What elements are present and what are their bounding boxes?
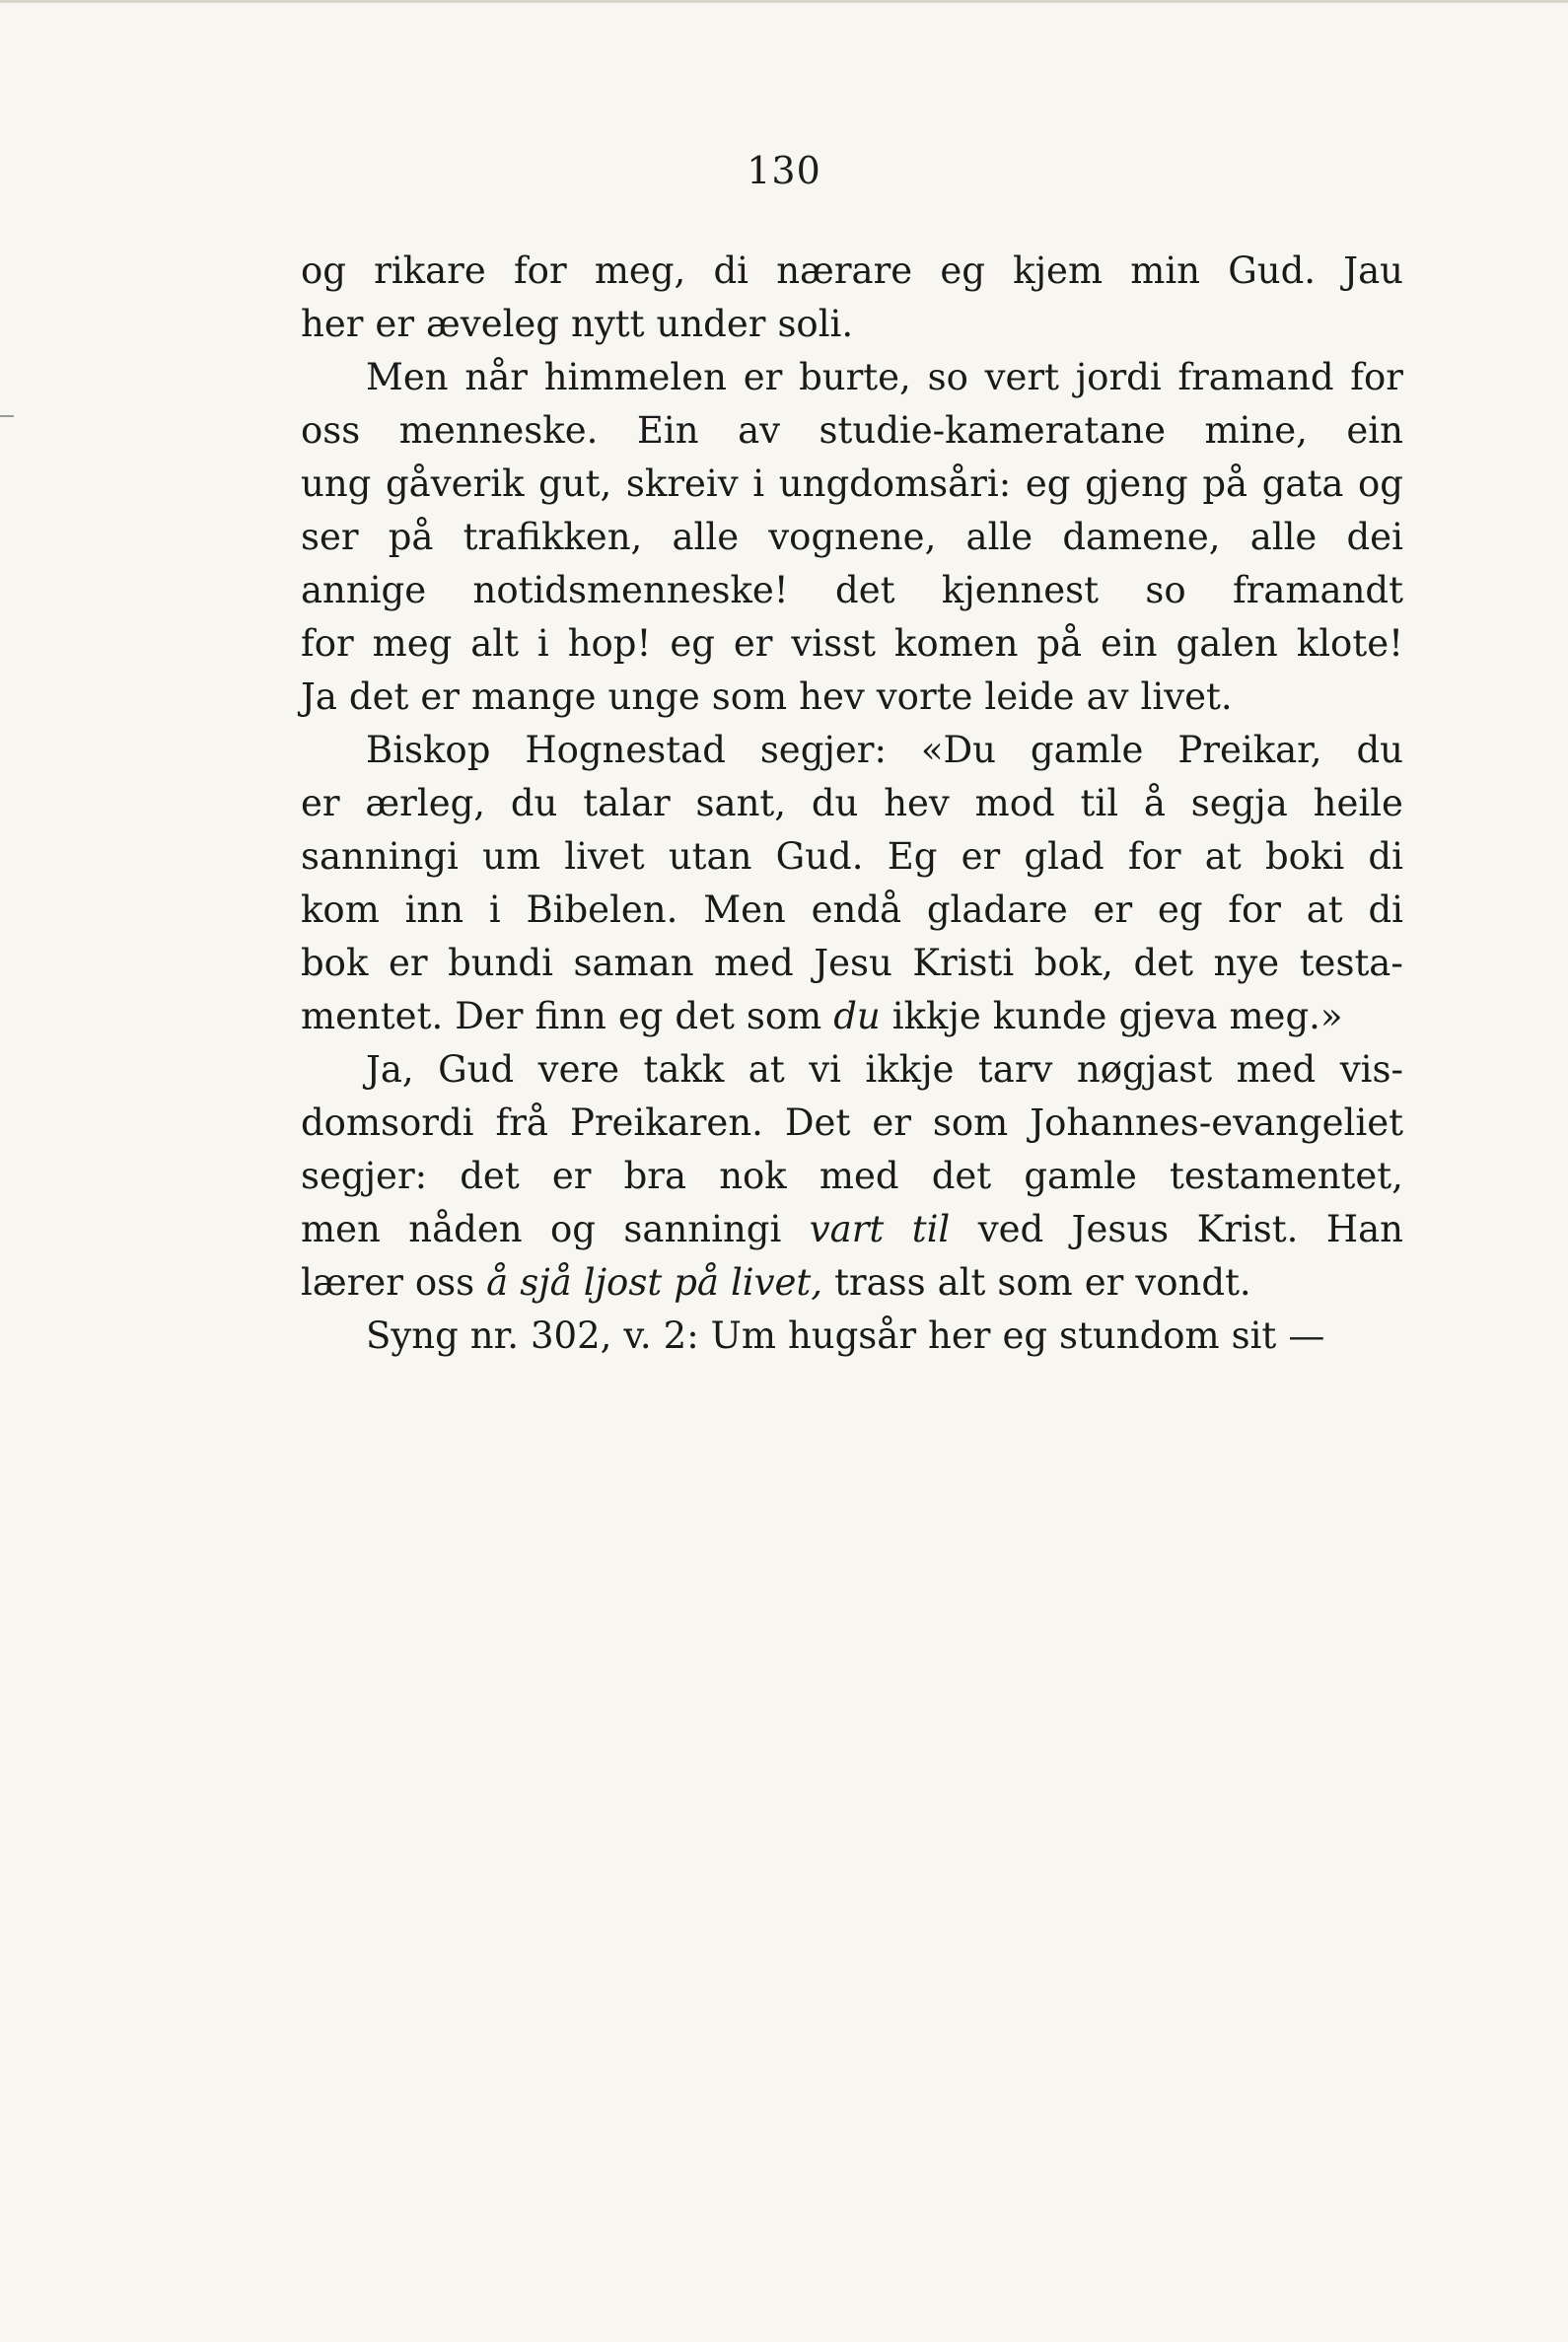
word: Hognestad xyxy=(525,729,726,771)
text-line xyxy=(301,351,1403,404)
word: so xyxy=(1145,569,1186,611)
word: alt xyxy=(470,622,519,665)
word: ser xyxy=(301,516,359,558)
text-line xyxy=(301,458,1403,511)
word: vognene, xyxy=(768,516,937,558)
word: damene, xyxy=(1062,516,1221,558)
text-line xyxy=(301,564,1403,617)
word: med xyxy=(714,942,794,984)
word: meg xyxy=(372,622,453,665)
word: kom xyxy=(301,888,380,931)
word: Biskop xyxy=(366,729,491,771)
word: Um xyxy=(710,1314,776,1357)
word: i xyxy=(536,622,549,665)
word: til xyxy=(1080,782,1119,824)
word: hev xyxy=(884,782,950,824)
text-line xyxy=(301,1203,1403,1256)
word: ein xyxy=(1346,409,1403,452)
word: gamle xyxy=(1024,1155,1137,1197)
word: Jau xyxy=(1343,249,1403,292)
word: bra xyxy=(623,1155,687,1197)
word: gjeva xyxy=(1118,995,1218,1037)
word: Bibelen. xyxy=(526,888,678,931)
word: på xyxy=(674,1261,719,1304)
word: å xyxy=(1143,782,1166,824)
word: du xyxy=(833,995,881,1037)
word: er xyxy=(961,835,1001,878)
word: inn xyxy=(404,888,464,931)
word: du xyxy=(510,782,558,824)
word: sjå xyxy=(520,1261,572,1304)
body-text xyxy=(301,245,1403,1363)
word: ein xyxy=(1101,622,1158,665)
word: eg xyxy=(1002,1314,1048,1357)
word: nytt xyxy=(571,303,645,345)
word: bundi xyxy=(448,942,553,984)
word: Preikar, xyxy=(1177,729,1322,771)
word: med xyxy=(1236,1048,1317,1091)
text-line xyxy=(301,1150,1403,1203)
word: ikkje xyxy=(865,1048,955,1091)
word: som xyxy=(997,1261,1073,1304)
word: gåverik xyxy=(386,462,525,505)
word: i xyxy=(488,888,501,931)
word: rikare xyxy=(374,249,486,292)
word: alle xyxy=(965,516,1033,558)
word: soli. xyxy=(777,303,854,345)
word: for xyxy=(1228,888,1281,931)
word: Jesus xyxy=(1071,1208,1170,1250)
word: eg xyxy=(1025,462,1071,505)
page-edge-mark xyxy=(0,415,14,417)
text-line xyxy=(301,245,1403,298)
word: at xyxy=(748,1048,785,1091)
word: trafikken, xyxy=(463,516,643,558)
word: du xyxy=(811,782,859,824)
word: Der xyxy=(455,995,524,1037)
word: eg xyxy=(670,622,715,665)
word: mine, xyxy=(1204,409,1308,452)
word: kjennest xyxy=(941,569,1100,611)
word: som xyxy=(932,1101,1009,1144)
word: frå xyxy=(495,1101,548,1144)
word: klote! xyxy=(1296,622,1403,665)
page-number: 130 xyxy=(747,149,821,192)
word: at xyxy=(1306,888,1343,931)
word: kjem xyxy=(1013,249,1104,292)
word: til xyxy=(911,1208,951,1250)
word: det xyxy=(460,1155,520,1197)
word: vis- xyxy=(1339,1048,1403,1091)
word: unge xyxy=(607,675,700,718)
word: nøgjast xyxy=(1076,1048,1213,1091)
word: nr. xyxy=(469,1314,519,1357)
word: det xyxy=(348,675,409,718)
word: vart xyxy=(809,1208,885,1250)
word: er xyxy=(743,356,783,398)
word: takk xyxy=(643,1048,725,1091)
word: di xyxy=(713,249,749,292)
word: Ja, xyxy=(366,1048,414,1091)
word: vert xyxy=(984,356,1059,398)
word: Ja xyxy=(301,675,337,718)
word: å xyxy=(486,1261,509,1304)
word: og xyxy=(550,1208,596,1250)
text-line xyxy=(301,830,1403,884)
word: menneske. xyxy=(398,409,599,452)
word: Eg xyxy=(887,835,938,878)
word: når xyxy=(464,356,528,398)
word: under xyxy=(656,303,766,345)
word: tarv xyxy=(977,1048,1053,1091)
word: testamentet, xyxy=(1170,1155,1403,1197)
word: um xyxy=(482,835,541,878)
word: Krist. xyxy=(1196,1208,1299,1250)
word: gamle xyxy=(1030,729,1144,771)
word: vondt. xyxy=(1135,1261,1251,1304)
word: Men xyxy=(703,888,786,931)
word: er xyxy=(301,782,340,824)
word: stundom xyxy=(1059,1314,1220,1357)
word: men xyxy=(301,1208,381,1250)
word: hop! xyxy=(567,622,652,665)
word: av xyxy=(738,409,781,452)
word: på xyxy=(388,516,434,558)
word: endå xyxy=(811,888,902,931)
word: ljost xyxy=(583,1261,663,1304)
word: utan xyxy=(668,835,752,878)
word: eg xyxy=(617,995,664,1037)
word: sant, xyxy=(695,782,787,824)
word: himmelen xyxy=(543,356,727,398)
word: Jesu xyxy=(814,942,892,984)
word: framandt xyxy=(1232,569,1403,611)
word: og xyxy=(301,249,346,292)
word: ved xyxy=(977,1208,1044,1250)
word: mod xyxy=(974,782,1055,824)
word: livet xyxy=(564,835,645,878)
word: ung xyxy=(301,462,372,505)
text-line xyxy=(301,724,1403,777)
word: alle xyxy=(1249,516,1318,558)
word: her xyxy=(301,303,364,345)
word: Gud. xyxy=(1228,249,1317,292)
word: i xyxy=(752,462,765,505)
word: di xyxy=(1368,888,1403,931)
word: segjer: xyxy=(759,729,887,771)
word: alt xyxy=(937,1261,986,1304)
word: leide xyxy=(984,675,1075,718)
word: nok xyxy=(719,1155,787,1197)
word: 302, xyxy=(530,1314,612,1357)
word: segja xyxy=(1190,782,1288,824)
text-line xyxy=(301,990,1403,1043)
word: er xyxy=(420,675,460,718)
word: Men xyxy=(366,356,449,398)
word: på xyxy=(1036,622,1083,665)
word: gladare xyxy=(926,888,1068,931)
word: Det xyxy=(784,1101,851,1144)
word: for xyxy=(1350,356,1403,398)
word: glad xyxy=(1024,835,1105,878)
word: Han xyxy=(1325,1208,1403,1250)
word: her xyxy=(928,1314,991,1357)
word: er xyxy=(872,1101,911,1144)
word: er xyxy=(551,1155,592,1197)
word: som xyxy=(711,675,788,718)
text-line xyxy=(301,1310,1403,1363)
word: for xyxy=(513,249,567,292)
text-line xyxy=(301,777,1403,830)
word: hugsår xyxy=(787,1314,917,1357)
word: boki xyxy=(1264,835,1345,878)
word: heile xyxy=(1313,782,1403,824)
word: det xyxy=(835,569,895,611)
word: du xyxy=(1356,729,1403,771)
word: livet. xyxy=(1140,675,1233,718)
word: er xyxy=(388,942,428,984)
word: det xyxy=(675,995,735,1037)
word: burte, xyxy=(799,356,911,398)
word: vorte xyxy=(876,675,973,718)
word: framand xyxy=(1177,356,1334,398)
text-line xyxy=(301,1097,1403,1150)
word: æveleg xyxy=(426,303,560,345)
word: mange xyxy=(470,675,597,718)
word: ikkje xyxy=(891,995,981,1037)
word: oss xyxy=(301,409,361,452)
word: kunde xyxy=(992,995,1107,1037)
word: bok, xyxy=(1033,942,1113,984)
text-line xyxy=(301,1043,1403,1097)
word: testa- xyxy=(1299,942,1403,984)
word: gut, xyxy=(538,462,612,505)
word: jordi xyxy=(1075,356,1162,398)
word: eg xyxy=(940,249,985,292)
word: dei xyxy=(1346,516,1403,558)
word: annige xyxy=(301,569,427,611)
word: livet, xyxy=(730,1261,823,1304)
word: komen xyxy=(893,622,1019,665)
word: Gud. xyxy=(775,835,864,878)
word: vere xyxy=(537,1048,620,1091)
word: er xyxy=(1093,888,1133,931)
word: 2: xyxy=(663,1314,699,1357)
text-line xyxy=(301,511,1403,564)
word: — xyxy=(1288,1314,1325,1357)
word: lærer xyxy=(301,1261,403,1304)
word: Ein xyxy=(636,409,699,452)
word: meg.» xyxy=(1229,995,1343,1037)
word: er xyxy=(733,622,773,665)
word: galen xyxy=(1176,622,1278,665)
word: bok xyxy=(301,942,369,984)
word: talar xyxy=(583,782,671,824)
text-line xyxy=(301,884,1403,937)
word: gata xyxy=(1261,462,1344,505)
word: av xyxy=(1086,675,1129,718)
word: og xyxy=(1358,462,1403,505)
word: «Du xyxy=(920,729,996,771)
word: sanningi xyxy=(301,835,459,878)
word: ærleg, xyxy=(365,782,486,824)
text-line xyxy=(301,617,1403,671)
word: ungdomsåri: xyxy=(778,462,1012,505)
word: segjer: xyxy=(301,1155,428,1197)
word: studie-kameratane xyxy=(819,409,1166,452)
word: min xyxy=(1130,249,1200,292)
word: domsordi xyxy=(301,1101,474,1144)
word: so xyxy=(927,356,968,398)
word: di xyxy=(1368,835,1403,878)
word: på xyxy=(1202,462,1248,505)
word: hev xyxy=(799,675,865,718)
word: Syng xyxy=(366,1314,459,1357)
word: er xyxy=(1084,1261,1124,1304)
word: oss xyxy=(414,1261,475,1304)
text-line xyxy=(301,298,1403,351)
text-line xyxy=(301,937,1403,990)
word: Gud xyxy=(438,1048,515,1091)
text-line xyxy=(301,404,1403,458)
word: nye xyxy=(1213,942,1280,984)
word: mentet. xyxy=(301,995,444,1037)
word: for xyxy=(301,622,354,665)
word: finn xyxy=(535,995,606,1037)
word: sit xyxy=(1231,1314,1277,1357)
word: v. xyxy=(623,1314,652,1357)
word: trass xyxy=(834,1261,926,1304)
word: med xyxy=(819,1155,899,1197)
word: gjeng xyxy=(1085,462,1188,505)
word: at xyxy=(1204,835,1242,878)
word: det xyxy=(931,1155,992,1197)
word: nærare xyxy=(776,249,913,292)
word: saman xyxy=(573,942,694,984)
text-line xyxy=(301,1256,1403,1310)
word: for xyxy=(1127,835,1181,878)
word: Kristi xyxy=(912,942,1015,984)
word: eg xyxy=(1157,888,1203,931)
word: meg, xyxy=(594,249,686,292)
word: det xyxy=(1133,942,1193,984)
word: Preikaren. xyxy=(569,1101,763,1144)
word: er xyxy=(375,303,415,345)
word: vi xyxy=(809,1048,841,1091)
word: Johannes-evangeliet xyxy=(1030,1101,1403,1144)
word: sanningi xyxy=(623,1208,782,1250)
word: som xyxy=(746,995,822,1037)
word: skreiv xyxy=(625,462,739,505)
word: notidsmenneske! xyxy=(472,569,789,611)
word: alle xyxy=(672,516,740,558)
word: visst xyxy=(791,622,876,665)
word: nåden xyxy=(408,1208,523,1250)
text-line xyxy=(301,671,1403,724)
